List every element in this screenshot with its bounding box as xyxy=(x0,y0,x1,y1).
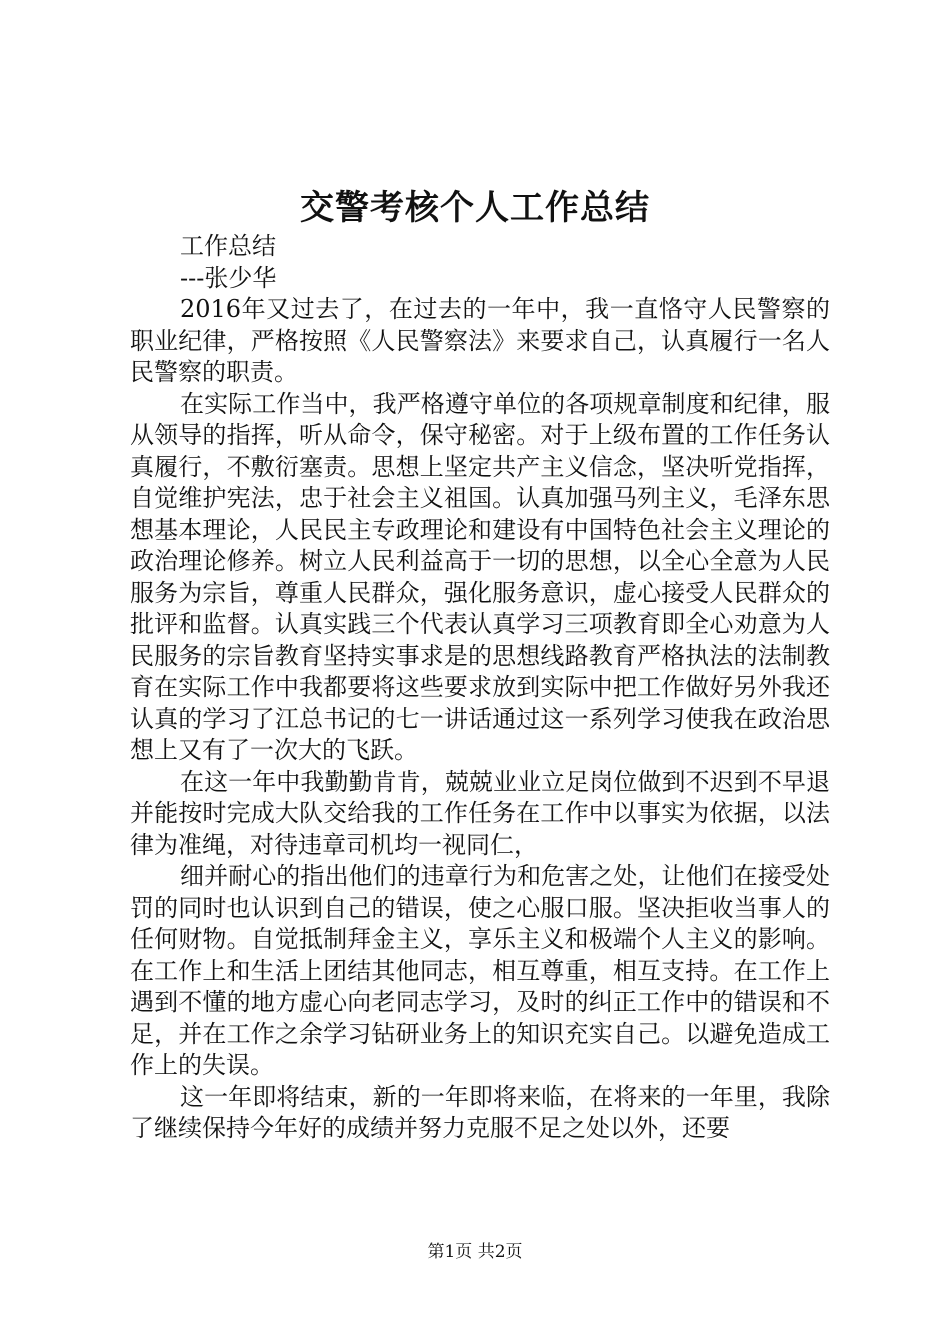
author-line: ---张少华 xyxy=(180,263,277,292)
paragraph: 在这一年中我勤勤肯肯，兢兢业业立足岗位做到不迟到不早退并能按时完成大队交给我的工作任务在工作中以事实为依据，以法律为准绳，对待违章司机均一视同仁， xyxy=(130,767,830,859)
page-number-footer: 第1页 共2页 xyxy=(427,1242,523,1262)
paragraph: 在实际工作当中，我严格遵守单位的各项规章制度和纪律，服从领导的指挥，听从命令，保守秘密。对于上级布置的工作任务认真履行，不敷衍塞责。思想上坚定共产主义信念，坚决听党指挥，自觉维护宪法，忠于社会主义祖国。认真加强马列主义，毛泽东思想基本理论，人民民主专政理论和建设有中国特色社会主义理论的政治理论修养。树立人民利益高于一切的思想，以全心全意为人民服务为宗旨，尊重人民群众，强化服务意识，虚心接受人民群众的批评和监督。认真实践三个代表认真学习三项教育即全心劝意为人民服务的宗旨教育坚持实事求是的思想线路教育严格执法的法制教育在实际工作中我都要将这些要求放到实际中把工作做好另外我还认真的学习了江总书记的七一讲话通过这一系列学习使我在政治思想上又有了一次大的飞跃。 xyxy=(130,389,830,764)
document-body xyxy=(130,231,830,1145)
paragraph: 这一年即将结束，新的一年即将来临，在将来的一年里，我除了继续保持今年好的成绩并努力克服不足之处以外，还要 xyxy=(130,1082,830,1142)
paragraph: 细并耐心的指出他们的违章行为和危害之处，让他们在接受处罚的同时也认识到自己的错误，使之心服口服。坚决拒收当事人的任何财物。自觉抵制拜金主义，享乐主义和极端个人主义的影响。在工作上和生活上团结其他同志，相互尊重，相互支持。在工作上遇到不懂的地方虚心向老同志学习，及时的纠正工作中的错误和不足，并在工作之余学习钻研业务上的知识充实自己。以避免造成工作上的失误。 xyxy=(130,862,830,1079)
paragraph: 2016年又过去了，在过去的一年中，我一直恪守人民警察的职业纪律，严格按照《人民警察法》来要求自己，认真履行一名人民警察的职责。 xyxy=(130,295,830,386)
document-title: 交警考核个人工作总结 xyxy=(300,188,650,228)
subtitle-line: 工作总结 xyxy=(180,232,276,260)
